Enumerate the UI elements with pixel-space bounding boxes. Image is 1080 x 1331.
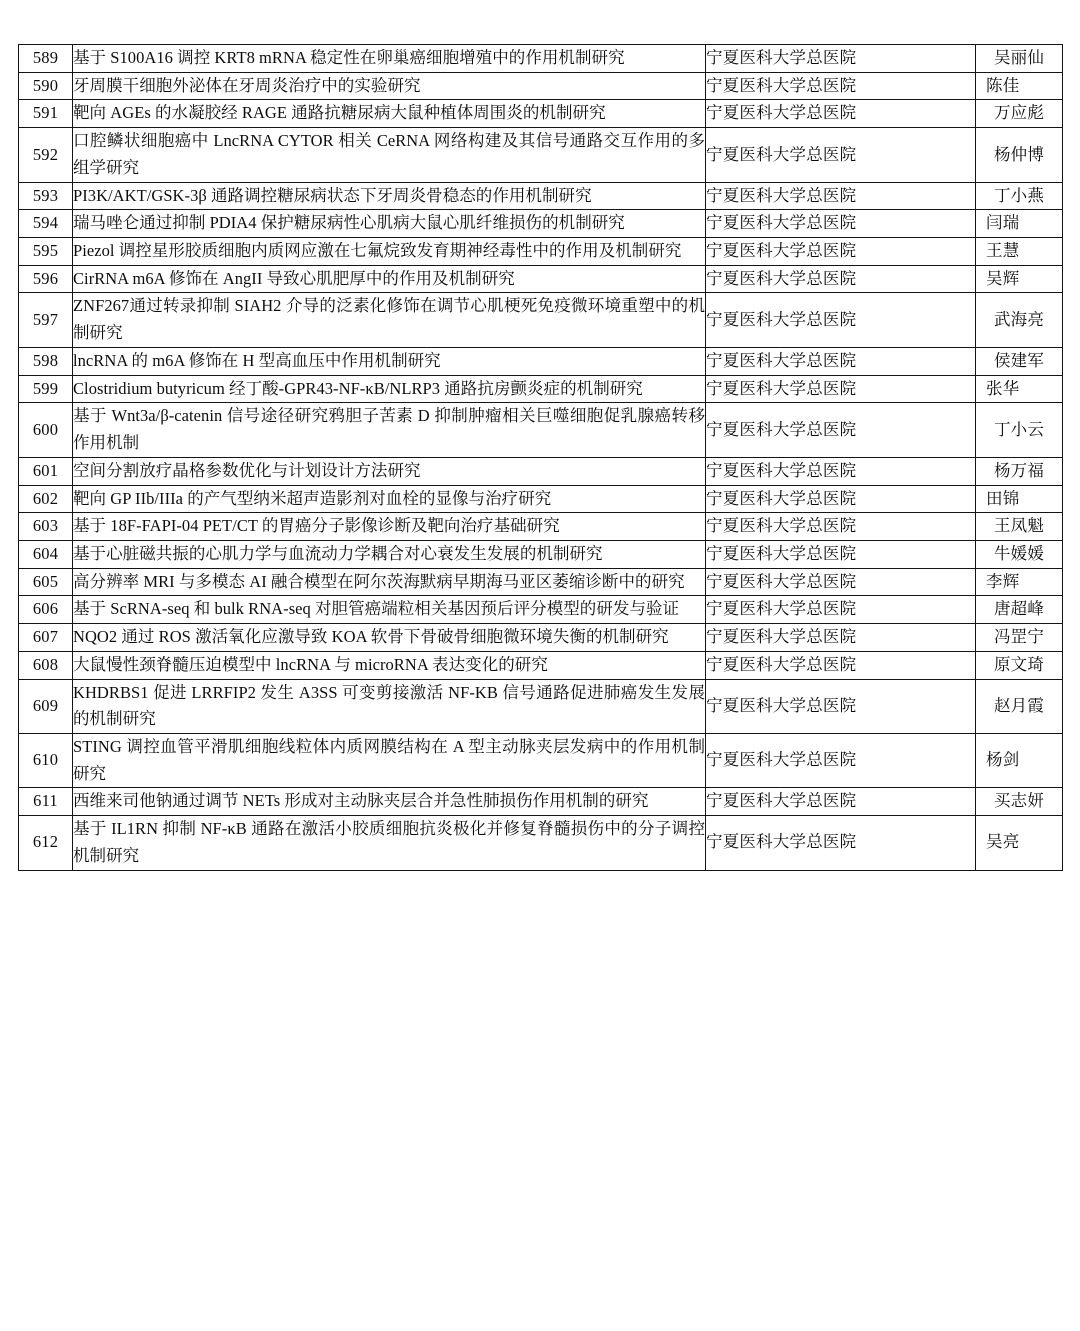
- table-row: [19, 128, 1063, 182]
- document-page: [18, 44, 1062, 871]
- table-row: [19, 457, 1063, 485]
- applicant-organization: 宁夏医科大学总医院: [706, 72, 976, 100]
- row-number: 606: [19, 596, 73, 624]
- project-leader-name: [976, 485, 1063, 513]
- applicant-organization: 宁夏医科大学总医院: [706, 265, 976, 293]
- table-row: [19, 733, 1063, 787]
- row-number: 611: [19, 788, 73, 816]
- applicant-organization: 宁夏医科大学总医院: [706, 788, 976, 816]
- applicant-organization: 宁夏医科大学总医院: [706, 596, 976, 624]
- row-number: 599: [19, 375, 73, 403]
- project-title-text: STING 调控血管平滑肌细胞线粒体内质网膜结构在 A 型主动脉夹层发病中的作用机制研究: [73, 736, 705, 783]
- table-row: [19, 403, 1063, 457]
- table-row: [19, 651, 1063, 679]
- project-title: [73, 347, 706, 375]
- project-title-text: 大鼠慢性颈脊髓压迫模型中 lncRNA 与 microRNA 表达变化的研究: [73, 654, 548, 674]
- row-number: 605: [19, 568, 73, 596]
- project-title-text: 基于 S100A16 调控 KRT8 mRNA 稳定性在卵巢癌细胞增殖中的作用机制研究: [73, 48, 625, 67]
- table-row: [19, 182, 1063, 210]
- table-row: [19, 679, 1063, 733]
- project-title-text: 靶向 GP IIb/IIIa 的产气型纳米超声造影剂对血栓的显像与治疗研究: [73, 488, 552, 508]
- project-list-table: [18, 44, 1063, 871]
- row-number: 590: [19, 72, 73, 100]
- row-number: 610: [19, 733, 73, 787]
- project-title-text: KHDRBS1 促进 LRRFIP2 发生 A3SS 可变剪接激活 NF-KB 信号通路促进肺癌发生发展的机制研究: [73, 682, 705, 729]
- row-number: 604: [19, 540, 73, 568]
- applicant-organization: 宁夏医科大学总医院: [706, 457, 976, 485]
- project-leader-name: 牛媛媛: [976, 540, 1063, 568]
- project-title-text: lncRNA 的 m6A 修饰在 H 型高血压中作用机制研究: [73, 350, 441, 370]
- project-leader-name: 买志妍: [976, 788, 1063, 816]
- applicant-organization: 宁夏医科大学总医院: [706, 513, 976, 541]
- project-title: [73, 540, 706, 568]
- project-leader-name: [976, 568, 1063, 596]
- applicant-organization: 宁夏医科大学总医院: [706, 293, 976, 347]
- project-leader-name-text: 王慧: [986, 241, 1020, 261]
- project-leader-name-text: 吴辉: [986, 268, 1020, 288]
- applicant-organization: 宁夏医科大学总医院: [706, 679, 976, 733]
- table-row: [19, 624, 1063, 652]
- row-number: 612: [19, 816, 73, 870]
- row-number: 600: [19, 403, 73, 457]
- table-row: [19, 72, 1063, 100]
- table-row: [19, 540, 1063, 568]
- project-title-text: ZNF267通过转录抑制 SIAH2 介导的泛素化修饰在调节心肌梗死免疫微环境重塑中的机制研究: [73, 296, 705, 343]
- project-leader-name: 丁小云: [976, 403, 1063, 457]
- table-row: [19, 816, 1063, 870]
- project-title-text: PI3K/AKT/GSK-3β 通路调控糖尿病状态下牙周炎骨稳态的作用机制研究: [73, 185, 592, 205]
- table-row: [19, 375, 1063, 403]
- project-leader-name: [976, 816, 1063, 870]
- table-row: [19, 347, 1063, 375]
- project-title: [73, 457, 706, 485]
- table-row: [19, 45, 1063, 73]
- project-title-text: 西维来司他钠通过调节 NETs 形成对主动脉夹层合并急性肺损伤作用机制的研究: [73, 791, 649, 811]
- applicant-organization: 宁夏医科大学总医院: [706, 375, 976, 403]
- project-title: [73, 651, 706, 679]
- project-title: [73, 816, 706, 870]
- applicant-organization: 宁夏医科大学总医院: [706, 182, 976, 210]
- project-leader-name-text: 田锦: [986, 488, 1020, 508]
- project-title-text: Piezol 调控星形胶质细胞内质网应激在七氟烷致发育期神经毒性中的作用及机制研究: [73, 241, 682, 261]
- table-row: [19, 293, 1063, 347]
- project-title-text: 基于心脏磁共振的心肌力学与血流动力学耦合对心衰发生发展的机制研究: [73, 543, 603, 563]
- table-row: [19, 238, 1063, 266]
- table-row: [19, 596, 1063, 624]
- project-leader-name: [976, 265, 1063, 293]
- project-leader-name-text: 杨剑: [986, 750, 1020, 770]
- row-number: 609: [19, 679, 73, 733]
- table-row: [19, 210, 1063, 238]
- project-title-text: 基于 18F-FAPI-04 PET/CT 的胃癌分子影像诊断及靶向治疗基础研究: [73, 516, 560, 536]
- project-title: [73, 596, 706, 624]
- project-title: [73, 375, 706, 403]
- project-title: [73, 45, 706, 73]
- row-number: 603: [19, 513, 73, 541]
- project-title: [73, 72, 706, 100]
- project-title: [73, 100, 706, 128]
- project-title: [73, 182, 706, 210]
- project-leader-name: [976, 72, 1063, 100]
- project-leader-name: 丁小燕: [976, 182, 1063, 210]
- project-title: [73, 128, 706, 182]
- project-title: [73, 568, 706, 596]
- row-number: 597: [19, 293, 73, 347]
- project-title-text: CirRNA m6A 修饰在 AngII 导致心肌肥厚中的作用及机制研究: [73, 268, 515, 288]
- project-title-text: Clostridium butyricum 经丁酸-GPR43-NF-κB/NLRP3 通路抗房颤炎症的机制研究: [73, 378, 643, 398]
- project-leader-name-text: 吴亮: [986, 832, 1020, 852]
- row-number: 607: [19, 624, 73, 652]
- project-title: [73, 265, 706, 293]
- table-row: [19, 485, 1063, 513]
- project-title: [73, 210, 706, 238]
- project-leader-name-text: 陈佳: [986, 75, 1020, 95]
- project-title: [73, 238, 706, 266]
- row-number: 593: [19, 182, 73, 210]
- project-title-text: 口腔鳞状细胞癌中 LncRNA CYTOR 相关 CeRNA 网络构建及其信号通路交互作用的多组学研究: [73, 131, 705, 177]
- applicant-organization: 宁夏医科大学总医院: [706, 733, 976, 787]
- table-row: [19, 568, 1063, 596]
- project-leader-name: 杨万福: [976, 457, 1063, 485]
- project-leader-name: 武海亮: [976, 293, 1063, 347]
- applicant-organization: 宁夏医科大学总医院: [706, 128, 976, 182]
- applicant-organization: 宁夏医科大学总医院: [706, 403, 976, 457]
- row-number: 594: [19, 210, 73, 238]
- project-title: [73, 788, 706, 816]
- row-number: 596: [19, 265, 73, 293]
- project-title-text: 牙周膜干细胞外泌体在牙周炎治疗中的实验研究: [73, 75, 421, 95]
- applicant-organization: 宁夏医科大学总医院: [706, 485, 976, 513]
- project-leader-name: 万应彪: [976, 100, 1063, 128]
- applicant-organization: 宁夏医科大学总医院: [706, 45, 976, 73]
- applicant-organization: 宁夏医科大学总医院: [706, 568, 976, 596]
- row-number: 598: [19, 347, 73, 375]
- project-title-text: 瑞马唑仑通过抑制 PDIA4 保护糖尿病性心肌病大鼠心肌纤维损伤的机制研究: [73, 213, 625, 233]
- project-title-text: 靶向 AGEs 的水凝胶经 RAGE 通路抗糖尿病大鼠种植体周围炎的机制研究: [73, 103, 606, 123]
- row-number: 601: [19, 457, 73, 485]
- project-leader-name: [976, 733, 1063, 787]
- project-title: [73, 293, 706, 347]
- project-title: [73, 624, 706, 652]
- project-leader-name-text: 李辉: [986, 571, 1020, 591]
- project-leader-name: 原文琦: [976, 651, 1063, 679]
- project-title: [73, 403, 706, 457]
- project-title-text: 高分辨率 MRI 与多模态 AI 融合模型在阿尔茨海默病早期海马亚区萎缩诊断中的研究: [73, 571, 685, 591]
- project-leader-name: 赵月霞: [976, 679, 1063, 733]
- applicant-organization: 宁夏医科大学总医院: [706, 816, 976, 870]
- project-leader-name: 杨仲博: [976, 128, 1063, 182]
- project-title-text: NQO2 通过 ROS 激活氧化应激导致 KOA 软骨下骨破骨细胞微环境失衡的机制研究: [73, 627, 669, 647]
- row-number: 592: [19, 128, 73, 182]
- project-leader-name-text: 张华: [986, 378, 1020, 398]
- project-leader-name: [976, 375, 1063, 403]
- project-leader-name-text: 闫瑞: [986, 213, 1020, 233]
- project-title: [73, 733, 706, 787]
- applicant-organization: 宁夏医科大学总医院: [706, 540, 976, 568]
- table-row: [19, 788, 1063, 816]
- project-leader-name: 王凤魁: [976, 513, 1063, 541]
- row-number: 591: [19, 100, 73, 128]
- project-title-text: 基于 Wnt3a/β-catenin 信号途径研究鸦胆子苦素 D 抑制肿瘤相关巨噬细胞促乳腺癌转移作用机制: [73, 406, 705, 453]
- project-leader-name: 唐超峰: [976, 596, 1063, 624]
- project-leader-name: [976, 210, 1063, 238]
- project-leader-name: 冯罡宁: [976, 624, 1063, 652]
- project-title-text: 空间分割放疗晶格参数优化与计划设计方法研究: [73, 460, 421, 480]
- table-row: [19, 265, 1063, 293]
- row-number: 608: [19, 651, 73, 679]
- project-title: [73, 679, 706, 733]
- table-body: [19, 45, 1063, 871]
- table-row: [19, 513, 1063, 541]
- table-row: [19, 100, 1063, 128]
- project-title: [73, 485, 706, 513]
- row-number: 602: [19, 485, 73, 513]
- applicant-organization: 宁夏医科大学总医院: [706, 347, 976, 375]
- applicant-organization: 宁夏医科大学总医院: [706, 238, 976, 266]
- applicant-organization: 宁夏医科大学总医院: [706, 100, 976, 128]
- project-title-text: 基于 ScRNA-seq 和 bulk RNA-seq 对胆管癌端粒相关基因预后评分模型的研发与验证: [73, 599, 680, 619]
- applicant-organization: 宁夏医科大学总医院: [706, 624, 976, 652]
- project-title: [73, 513, 706, 541]
- project-leader-name: 侯建军: [976, 347, 1063, 375]
- project-leader-name: 吴丽仙: [976, 45, 1063, 73]
- row-number: 595: [19, 238, 73, 266]
- project-title-text: 基于 IL1RN 抑制 NF-κB 通路在激活小胶质细胞抗炎极化并修复脊髓损伤中的分子调控机制研究: [73, 819, 705, 865]
- project-leader-name: [976, 238, 1063, 266]
- applicant-organization: 宁夏医科大学总医院: [706, 651, 976, 679]
- row-number: 589: [19, 45, 73, 73]
- applicant-organization: 宁夏医科大学总医院: [706, 210, 976, 238]
